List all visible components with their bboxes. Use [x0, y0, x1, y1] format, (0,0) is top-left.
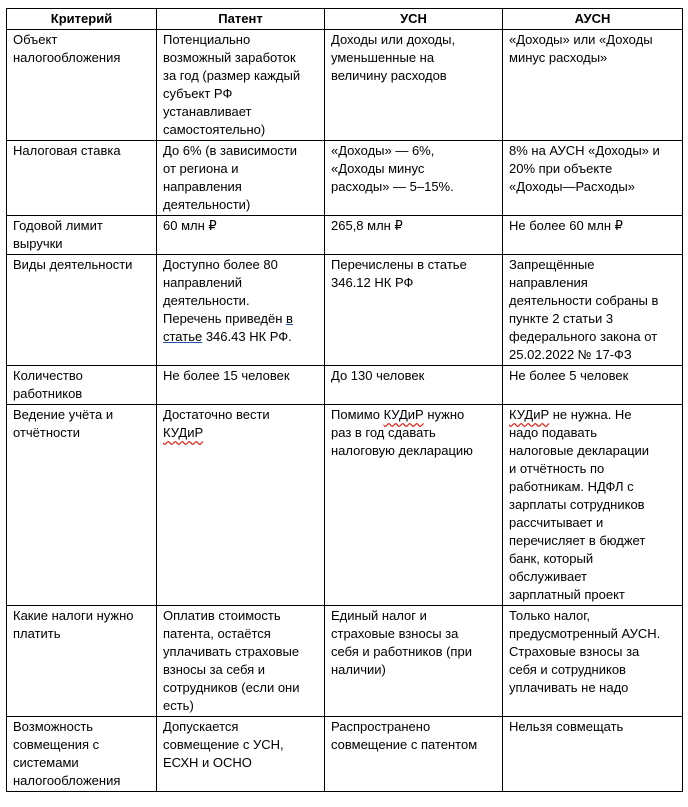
- header-patent: Патент: [157, 9, 325, 30]
- kudir-term: КУДиР: [509, 407, 550, 422]
- tax-code-link[interactable]: статье: [163, 329, 203, 344]
- ausn-cell: Запрещённые направления деятельности собраны в пункте 2 статьи 3 федерального закона от 25.02.2022 № 17-ФЗ: [503, 255, 683, 366]
- ausn-cell: Не более 60 млн ₽: [503, 216, 683, 255]
- header-criterion: Критерий: [7, 9, 157, 30]
- table-row: [7, 30, 683, 141]
- patent-cell: 60 млн ₽: [157, 216, 325, 255]
- patent-text: Достаточно вести: [163, 407, 270, 422]
- criterion-cell: Возможность совмещения с системами налогообложения: [7, 717, 157, 792]
- usn-cell: «Доходы» — 6%, «Доходы минус расходы» — 5–15%.: [325, 141, 503, 216]
- patent-text: 346.43 НК РФ.: [202, 329, 292, 344]
- table-row: [7, 255, 683, 366]
- kudir-term: КУДиР: [383, 407, 424, 422]
- usn-cell: Доходы или доходы, уменьшенные на величину расходов: [325, 30, 503, 141]
- patent-cell: Потенциально возможный заработок за год (размер каждый субъект РФ устанавливает самостоятельно): [157, 30, 325, 141]
- patent-cell: Оплатив стоимость патента, остаётся уплачивать страховые взносы за себя и сотрудников (если они есть): [157, 606, 325, 717]
- criterion-cell: Годовой лимит выручки: [7, 216, 157, 255]
- table-row: [7, 141, 683, 216]
- patent-cell: До 6% (в зависимости от региона и направления деятельности): [157, 141, 325, 216]
- header-row: [7, 9, 683, 30]
- criterion-cell: Объект налогообложения: [7, 30, 157, 141]
- ausn-cell: «Доходы» или «Доходы минус расходы»: [503, 30, 683, 141]
- patent-cell: [157, 405, 325, 606]
- usn-cell: Перечислены в статье 346.12 НК РФ: [325, 255, 503, 366]
- criterion-cell: Количество работников: [7, 366, 157, 405]
- header-ausn: АУСН: [503, 9, 683, 30]
- patent-cell: [157, 255, 325, 366]
- tax-code-link[interactable]: в: [286, 311, 293, 326]
- usn-cell: Единый налог и страховые взносы за себя и работников (при наличии): [325, 606, 503, 717]
- usn-cell: Распространено совмещение с патентом: [325, 717, 503, 792]
- ausn-text: не нужна. Не надо подавать налоговые декларации и отчётность по работникам. НДФЛ с зарплаты сотрудников рассчитывает и перечисляет в бюджет банк, который обслуживает зарплатный проект: [509, 407, 650, 602]
- ausn-cell: 8% на АУСН «Доходы» и 20% при объекте «Доходы—Расходы»: [503, 141, 683, 216]
- criterion-cell: Какие налоги нужно платить: [7, 606, 157, 717]
- ausn-cell: Только налог, предусмотренный АУСН. Страховые взносы за себя и сотрудников уплачивать не надо: [503, 606, 683, 717]
- patent-cell: Допускается совмещение с УСН, ЕСХН и ОСНО: [157, 717, 325, 792]
- table-row: [7, 717, 683, 792]
- criterion-cell: Ведение учёта и отчётности: [7, 405, 157, 606]
- ausn-cell: Нельзя совмещать: [503, 717, 683, 792]
- usn-text: Помимо: [331, 407, 384, 422]
- criterion-cell: Налоговая ставка: [7, 141, 157, 216]
- usn-cell: 265,8 млн ₽: [325, 216, 503, 255]
- table-row: [7, 405, 683, 606]
- usn-cell: [325, 405, 503, 606]
- table-row: [7, 606, 683, 717]
- header-usn: УСН: [325, 9, 503, 30]
- ausn-cell: Не более 5 человек: [503, 366, 683, 405]
- patent-cell: Не более 15 человек: [157, 366, 325, 405]
- kudir-term: КУДиР: [163, 425, 204, 440]
- tax-regime-comparison-table: [6, 8, 683, 792]
- usn-text: нужно раз в год сдавать налоговую декларацию: [331, 407, 473, 458]
- table-row: [7, 216, 683, 255]
- table-row: [7, 366, 683, 405]
- ausn-cell: [503, 405, 683, 606]
- usn-cell: До 130 человек: [325, 366, 503, 405]
- criterion-cell: Виды деятельности: [7, 255, 157, 366]
- comparison-table-container: [6, 8, 683, 792]
- patent-text: Доступно более 80 направлений деятельности. Перечень приведён: [163, 257, 283, 326]
